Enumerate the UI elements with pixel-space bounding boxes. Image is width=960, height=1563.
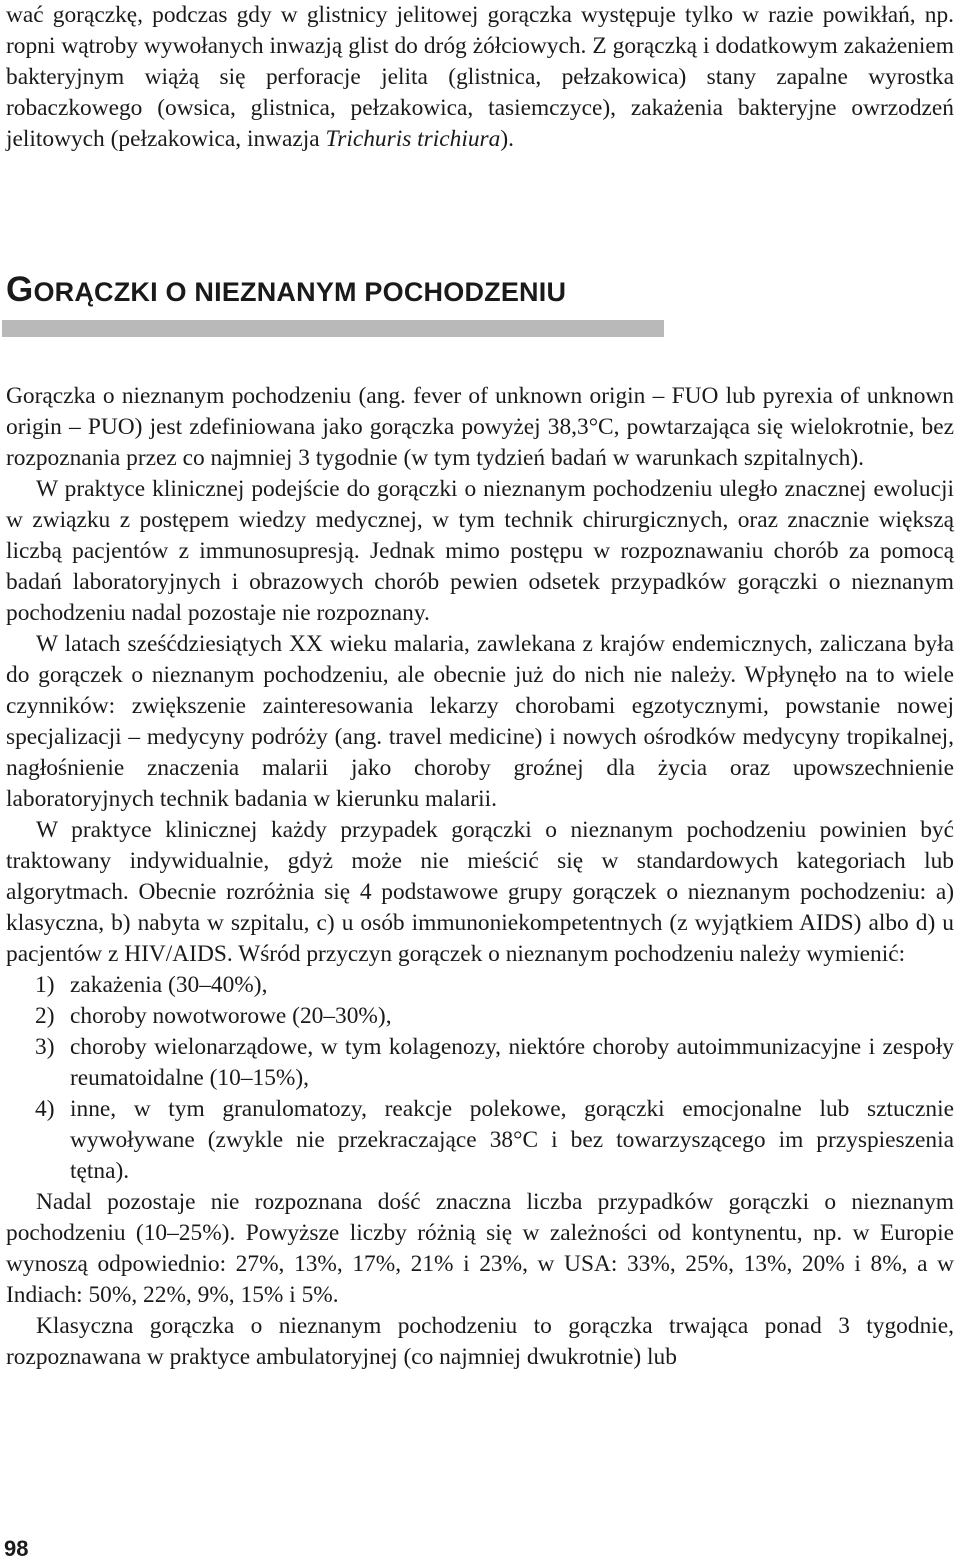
list-item-number: 2) [35, 1003, 55, 1029]
list-item [6, 1094, 954, 1187]
list-item [6, 970, 954, 1001]
list-item-text: zakażenia (30–40%), [70, 972, 268, 998]
list-item-number: 3) [35, 1034, 55, 1060]
paragraph-clinical-approach: W praktyce klinicznej podejście do gorączki o nieznanym pochodzeniu uległo znacznej ewolucji w związku z postępem wiedzy medycznej, w tym technik chirurgicznych, oraz znacznie większą liczbą pacjentów z immunosupresją. Jednak mimo postępu w rozpoznawaniu chorób za pomocą badań laboratoryjnych i obrazowych chorób pewien odsetek przypadków gorączki o nieznanym pochodzeniu nadal pozostaje nie rozpoznany. [6, 476, 954, 626]
paragraph-classic-fuo: Klasyczna gorączka o nieznanym pochodzeniu to gorączka trwająca ponad 3 tygodnie, rozpoznawana w praktyce ambulatoryjnej (co najmniej dwukrotnie) lub [6, 1313, 954, 1370]
list-item-number: 1) [35, 972, 55, 998]
paragraph-statistics: Nadal pozostaje nie rozpoznana dość znaczna liczba przypadków gorączki o nieznanym pochodzeniu (10–25%). Powyższe liczby różnią się w zależności od kontynentu, np. w Europie wynoszą odpowiednio: 27%, 13%, 17%, 21% i 23%, w USA: 33%, 25%, 13%, 20% i 8%, a w Indiach: 50%, 22%, 9%, 15% i 5%. [6, 1189, 954, 1308]
heading-underline-bar [2, 320, 664, 337]
list-item [6, 1001, 954, 1032]
heading-first-letter: G [6, 270, 34, 309]
list-item-number: 4) [35, 1096, 55, 1122]
paragraph-definition: Gorączka o nieznanym pochodzeniu (ang. fever of unknown origin – FUO lub pyrexia of unknown origin – PUO) jest zdefiniowana jako gorączka powyżej 38,3°C, powtarzająca się wielokrotnie, bez rozpoznania przez co najmniej 3 tygodnie (w tym tydzień badań w warunkach szpitalnych). [6, 383, 954, 471]
list-item-text: inne, w tym granulomatozy, reakcje polekowe, gorączki emocjonalne lub sztucznie wywoływane (zwykle nie przekraczające 38°C i bez towarzyszącego im przyspieszenia tętna). [70, 1096, 954, 1184]
heading-rest: ORĄCZKI O NIEZNANYM POCHODZENIU [33, 277, 567, 307]
list-item [6, 1032, 954, 1094]
intro-text-main: wać gorączkę, podczas gdy w glistnicy jelitowej gorączka występuje tylko w razie powikłań, np. ropni wątroby wywołanych inwazją glist do dróg żółciowych. Z gorączką i dodatkowym zakażeniem bakteryjnym wiążą się perforacje jelita (glistnica, pełzakowica) stany zapalne wyrostka robaczkowego (owsica, glistnica, pełzakowica, tasiemczyce), zakażenia bakteryjne owrzodzeń jelitowych (pełzakowica, inwazja [6, 2, 954, 152]
list-item-text: choroby nowotworowe (20–30%), [70, 1003, 392, 1029]
intro-text [6, 0, 954, 155]
paragraph-malaria-history: W latach sześćdziesiątych XX wieku malaria, zawlekana z krajów endemicznych, zaliczana była do gorączek o nieznanym pochodzeniu, ale obecnie już do nich nie należy. Wpłynęło na to wiele czynników: zwiększenie zainteresowania lekarzy chorobami egzotycznymi, powstanie nowej specjalizacji – medycyny podróży (ang. travel medicine) i nowych ośrodków medycyny tropikalnej, nagłośnienie znaczenia malarii jako choroby groźnej dla życia oraz upowszechnienie laboratoryjnych technik badania w kierunku malarii. [6, 631, 954, 812]
paragraph-groups: W praktyce klinicznej każdy przypadek gorączki o nieznanym pochodzeniu powinien być traktowany indywidualnie, gdyż może nie mieścić się w standardowych kategoriach lub algorytmach. Obecnie rozróżnia się 4 podstawowe grupy gorączek o nieznanym pochodzeniu: a) klasyczna, b) nabyta w szpitalu, c) u osób immunoniekompetentnych (z wyjątkiem AIDS) albo d) u pacjentów z HIV/AIDS. Wśród przyczyn gorączek o nieznanym pochodzeniu należy wymienić: [6, 817, 954, 967]
section-heading [6, 272, 566, 310]
section-body [6, 381, 954, 1373]
intro-species-name: Trichuris trichiura [325, 126, 501, 152]
causes-list [6, 970, 954, 1187]
list-item-text: choroby wielonarządowe, w tym kolagenozy, niektóre choroby autoimmunizacyjne i zespoły reumatoidalne (10–15%), [70, 1034, 954, 1091]
intro-paragraph [6, 0, 954, 155]
intro-text-end: ). [500, 126, 514, 152]
page-number: 98 [4, 1536, 29, 1561]
